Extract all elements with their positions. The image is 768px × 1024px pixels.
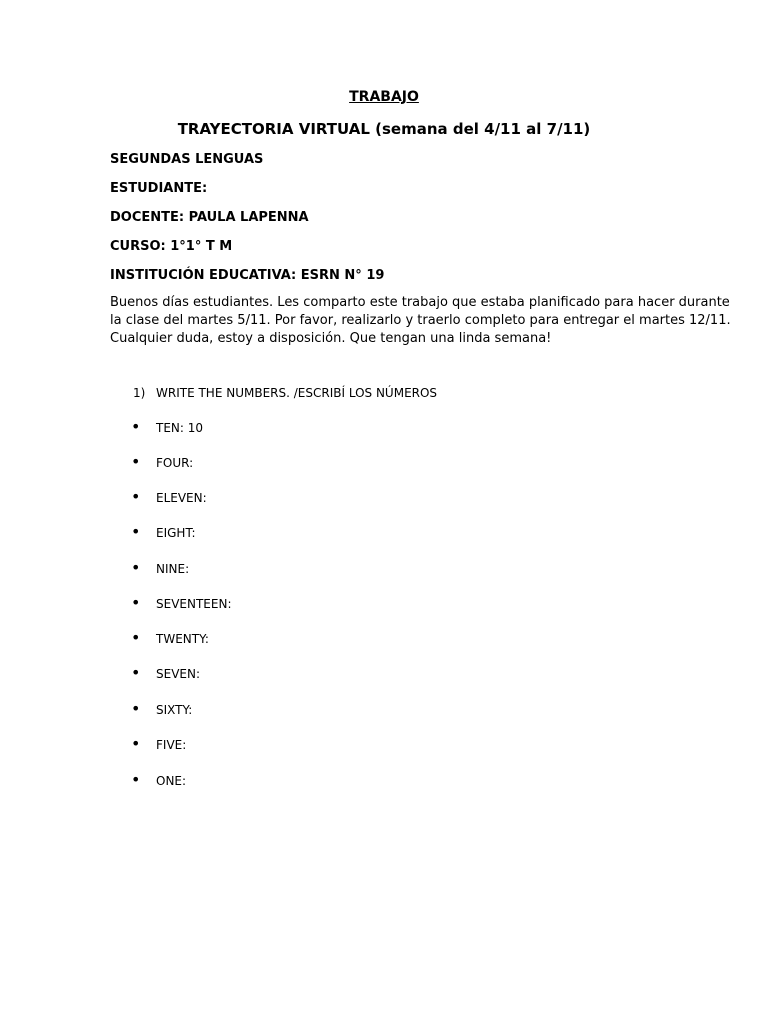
subject-line: SEGUNDAS LENGUAS (110, 152, 264, 167)
intro-paragraph (110, 294, 731, 348)
bullet-icon: • (131, 452, 141, 471)
intro-line-1: Buenos días estudiantes. Les comparto este trabajo que estaba planificado para hacer durante (110, 295, 730, 310)
bullet-icon: • (131, 699, 141, 718)
list-item-text: NINE: (156, 562, 190, 576)
bullet-icon: • (131, 522, 141, 541)
bullet-icon: • (131, 628, 141, 647)
list-item-text: FIVE: (156, 738, 187, 752)
list-item-text: ELEVEN: (156, 491, 207, 505)
document-title: TRABAJO (349, 89, 419, 105)
bullet-icon: • (131, 593, 141, 612)
bullet-icon: • (131, 487, 141, 506)
list-item-text: EIGHT: (156, 526, 196, 540)
exercise-heading (133, 385, 437, 401)
institution-line: INSTITUCIÓN EDUCATIVA: ESRN N° 19 (110, 268, 385, 283)
bullet-icon: • (131, 558, 141, 577)
exercise-instruction: WRITE THE NUMBERS. /ESCRIBÍ LOS NÚMEROS (156, 386, 438, 400)
student-line: ESTUDIANTE: (110, 181, 208, 196)
bullet-icon: • (131, 770, 141, 789)
list-item-text: SEVEN: (156, 667, 201, 681)
list-item-text: TEN: 10 (156, 421, 204, 435)
list-item-text: SIXTY: (156, 703, 193, 717)
course-line: CURSO: 1°1° T M (110, 239, 233, 254)
bullet-icon: • (131, 417, 141, 436)
teacher-line: DOCENTE: PAULA LAPENNA (110, 210, 309, 225)
bullet-icon: • (131, 734, 141, 753)
list-item-text: TWENTY: (156, 632, 209, 646)
list-item-text: ONE: (156, 774, 187, 788)
document-subtitle: TRAYECTORIA VIRTUAL (semana del 4/11 al 7/11) (177, 120, 591, 138)
list-item-text: SEVENTEEN: (156, 597, 232, 611)
list-item-text: FOUR: (156, 456, 194, 470)
intro-line-2: la clase del martes 5/11. Por favor, realizarlo y traerlo completo para entregar el martes 12/11. (110, 313, 731, 328)
bullet-icon: • (131, 663, 141, 682)
intro-line-3: Cualquier duda, estoy a disposición. Que tengan una linda semana! (110, 331, 552, 346)
exercise-number: 1) (133, 386, 146, 400)
